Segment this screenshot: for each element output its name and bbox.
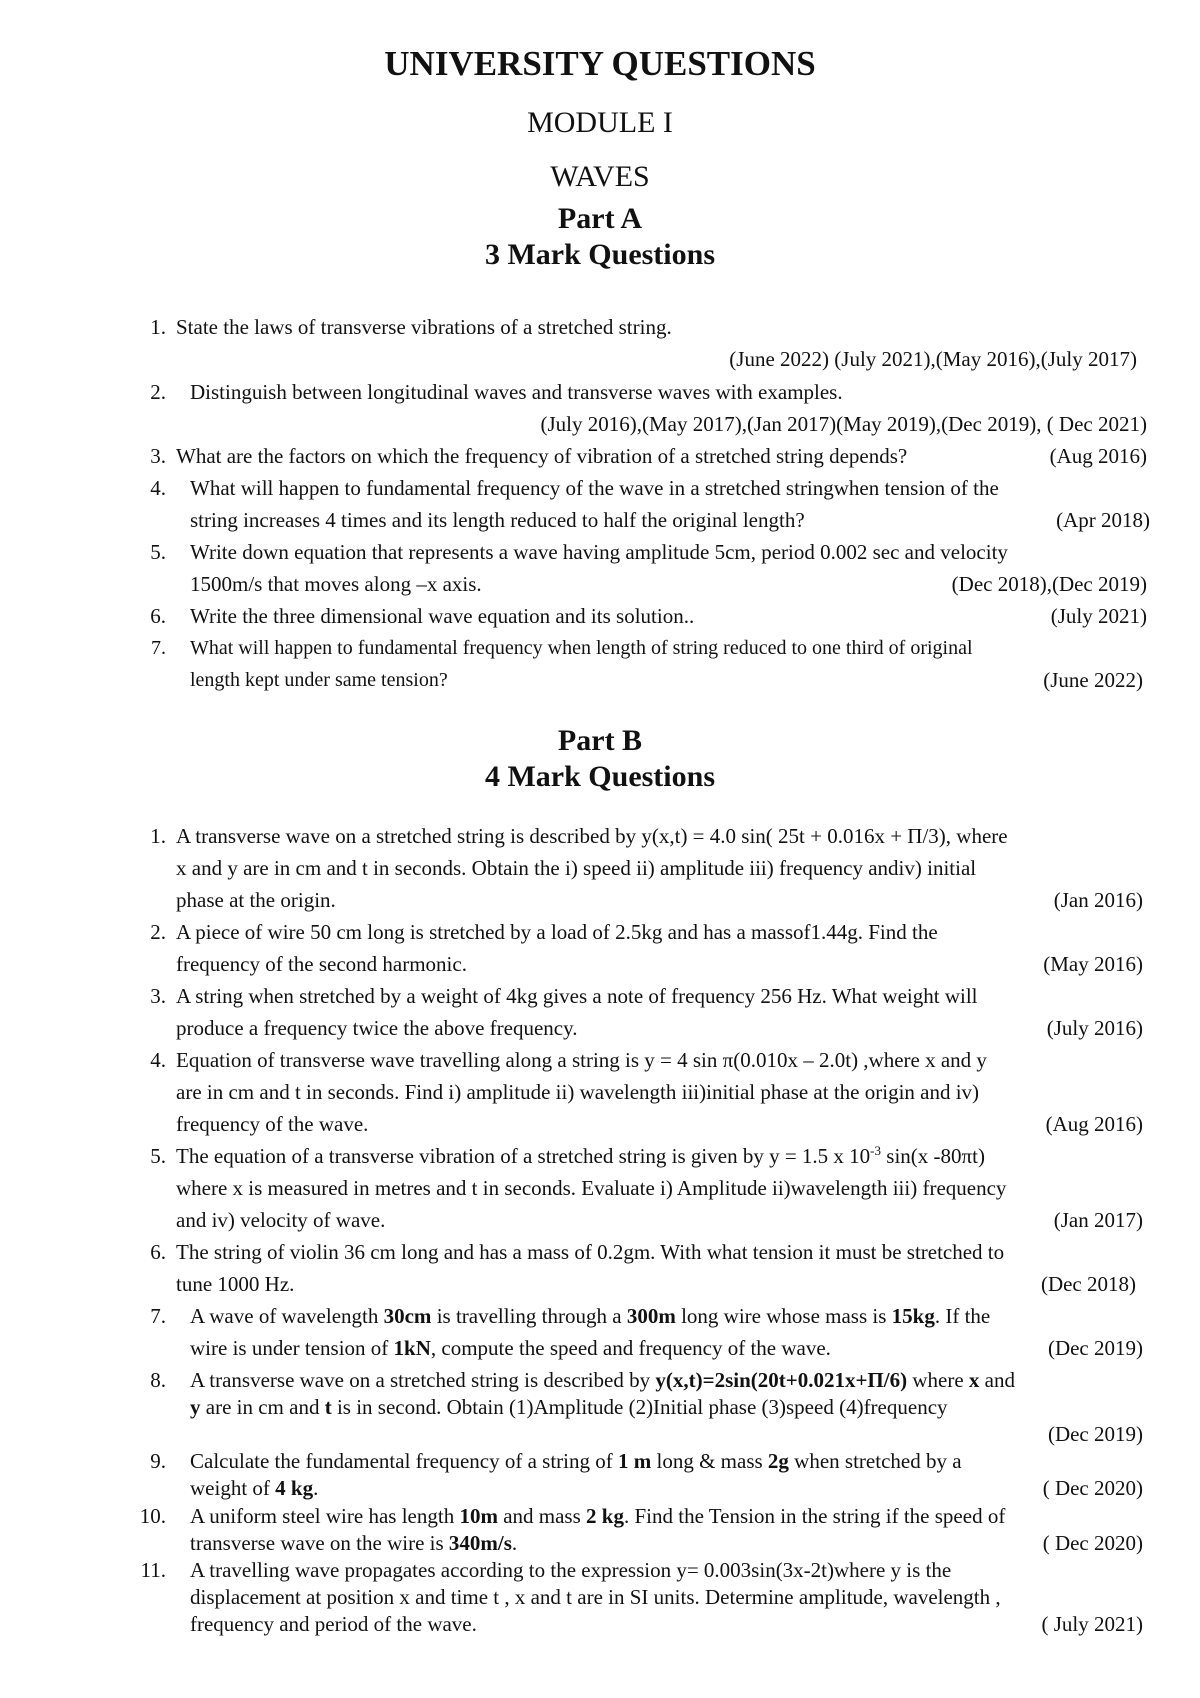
question-text: frequency and period of the wave.: [190, 1612, 477, 1636]
text-part: are in cm and: [200, 1395, 325, 1419]
bold-value: 30cm: [383, 1304, 432, 1328]
question-text: tune 1000 Hz.: [176, 1272, 295, 1296]
question-text-part: sin(x -80πt): [881, 1144, 985, 1168]
question-number: 7.: [151, 637, 166, 659]
question-text: A travelling wave propagates according to the expression y= 0.003sin(3x-2t)where y is the: [190, 1558, 952, 1582]
text-part: A transverse wave on a stretched string is described by: [190, 1368, 656, 1392]
text-part: A wave of wavelength: [190, 1304, 384, 1328]
question-text: [190, 1367, 1015, 1394]
exam-reference: (Aug 2016): [1049, 444, 1147, 468]
exam-reference: (Dec 2018): [1040, 1272, 1136, 1296]
exam-reference: ( Dec 2020): [1042, 1476, 1143, 1500]
text-part: when stretched by a: [788, 1449, 962, 1473]
bold-value: y(x,t)=2sin(20t+0.021x+Π/6): [655, 1368, 908, 1392]
exam-reference: ( July 2021): [1041, 1612, 1143, 1636]
text-part: and mass: [497, 1504, 587, 1528]
exam-reference: (May 2016): [1043, 952, 1143, 976]
question-text: [190, 1332, 831, 1364]
question-number: 3.: [150, 984, 166, 1008]
question-number: 9.: [150, 1449, 166, 1473]
text-part: long & mass: [651, 1449, 768, 1473]
bold-value: 2 kg: [586, 1504, 624, 1528]
bold-value: 2g: [767, 1449, 789, 1473]
question-number: 3.: [150, 444, 166, 468]
exponent: -3: [870, 1143, 882, 1158]
text-part: where: [907, 1368, 969, 1392]
question-text: Equation of transverse wave travelling along a string is y = 4 sin π(0.010x – 2.0t) ,where x and y: [176, 1048, 987, 1072]
text-part: weight of: [190, 1476, 276, 1500]
bold-value: 4 kg: [275, 1476, 314, 1500]
text-part: .: [511, 1531, 518, 1555]
question-text: length kept under same tension?: [190, 669, 448, 691]
text-part: long wire whose mass is: [675, 1304, 892, 1328]
question-text: [190, 1503, 1005, 1530]
bold-value: 1kN: [393, 1336, 431, 1360]
exam-reference: (Jan 2016): [1053, 888, 1143, 912]
part-b-subtitle: 4 Mark Questions: [484, 760, 715, 793]
exam-reference: ( Dec 2020): [1042, 1531, 1143, 1555]
question-text: [190, 1394, 948, 1421]
question-number: 5.: [150, 1144, 166, 1168]
exam-reference: (Jan 2017): [1053, 1208, 1143, 1232]
bold-value: 340m/s: [448, 1531, 512, 1555]
text-part: . Find the Tension in the string if the speed of: [623, 1504, 1006, 1528]
question-number: 2.: [150, 380, 166, 404]
bold-value: 15kg: [891, 1304, 935, 1328]
text-part: is travelling through a: [431, 1304, 627, 1328]
question-text: string increases 4 times and its length reduced to half the original length?: [190, 508, 805, 532]
exam-reference: (June 2022) (July 2021),(May 2016),(July 2017): [729, 347, 1137, 371]
text-part: and: [979, 1368, 1015, 1392]
bold-value: 300m: [626, 1304, 676, 1328]
text-part: A uniform steel wire has length: [190, 1504, 460, 1528]
exam-reference: (July 2021): [1050, 604, 1147, 628]
exam-reference: (Dec 2018),(Dec 2019): [951, 572, 1147, 596]
question-text: What are the factors on which the frequency of vibration of a stretched string depends?: [176, 444, 908, 468]
question-text: Write down equation that represents a wave having amplitude 5cm, period 0.002 sec and velocity: [190, 540, 1008, 564]
module-heading: MODULE I: [527, 106, 673, 139]
text-part: Calculate the fundamental frequency of a string of: [190, 1449, 618, 1473]
question-text: A transverse wave on a stretched string is described by y(x,t) = 4.0 sin( 25t + 0.016x + Π/3), where: [176, 824, 1008, 848]
question-text: Distinguish between longitudinal waves and transverse waves with examples.: [190, 380, 843, 404]
question-text: The string of violin 36 cm long and has a mass of 0.2gm. With what tension it must be stretched to: [176, 1240, 1005, 1264]
document-title: UNIVERSITY QUESTIONS: [384, 44, 816, 83]
question-number: 10.: [139, 1504, 166, 1528]
question-text: What will happen to fundamental frequency when length of string reduced to one third of original: [190, 637, 973, 659]
question-text: Write the three dimensional wave equation and its solution..: [190, 604, 695, 628]
text-part: . If the: [934, 1304, 991, 1328]
text-part: .: [313, 1476, 319, 1500]
part-a-heading: Part A: [557, 202, 643, 235]
question-text-part: The equation of a transverse vibration of a stretched string is given by y = 1.5 x 10: [176, 1144, 871, 1168]
question-text: phase at the origin.: [176, 888, 336, 912]
exam-reference: (Dec 2019): [1047, 1422, 1143, 1446]
bold-value: 10m: [459, 1504, 498, 1528]
question-number: 11.: [140, 1558, 166, 1582]
question-text: [190, 1300, 990, 1332]
exam-reference: (July 2016): [1046, 1016, 1143, 1040]
exam-reference: (Dec 2019): [1047, 1336, 1143, 1360]
exam-reference: (June 2022): [1043, 668, 1143, 692]
question-text: x and y are in cm and t in seconds. Obtain the i) speed ii) amplitude iii) frequency andiv) initial: [176, 856, 977, 880]
question-text: [176, 1140, 985, 1172]
question-number: 1.: [150, 824, 166, 848]
question-text: frequency of the second harmonic.: [176, 952, 467, 976]
bold-value: 1 m: [618, 1449, 652, 1473]
question-number: 4.: [150, 1048, 166, 1072]
question-text: A string when stretched by a weight of 4kg gives a note of frequency 256 Hz. What weight will: [176, 984, 978, 1008]
question-number: 7.: [150, 1304, 166, 1328]
question-number: 4.: [150, 476, 166, 500]
question-text: [190, 1448, 962, 1475]
part-a-subtitle: 3 Mark Questions: [484, 238, 715, 271]
text-part: wire is under tension of: [190, 1336, 394, 1360]
exam-reference: (July 2016),(May 2017),(Jan 2017)(May 2019),(Dec 2019), ( Dec 2021): [540, 412, 1147, 436]
exam-reference: (Aug 2016): [1045, 1112, 1143, 1136]
question-text: frequency of the wave.: [176, 1112, 369, 1136]
text-part: is in second. Obtain (1)Amplitude (2)Initial phase (3)speed (4)frequency: [331, 1395, 948, 1419]
bold-value: x: [968, 1368, 980, 1392]
question-text: where x is measured in metres and t in seconds. Evaluate i) Amplitude ii)wavelength iii) frequency: [176, 1176, 1007, 1200]
question-text: are in cm and t in seconds. Find i) amplitude ii) wavelength iii)initial phase at the origin and iv): [176, 1080, 980, 1104]
question-number: 1.: [150, 315, 166, 339]
bold-value: t: [324, 1395, 332, 1419]
question-text: State the laws of transverse vibrations of a stretched string.: [176, 315, 672, 339]
part-b-heading: Part B: [557, 724, 643, 757]
question-text: produce a frequency twice the above frequency.: [176, 1016, 578, 1040]
question-text: [190, 1475, 318, 1502]
topic-heading: WAVES: [550, 160, 650, 193]
question-text: What will happen to fundamental frequency of the wave in a stretched stringwhen tension of the: [190, 476, 999, 500]
question-number: 8.: [150, 1368, 166, 1392]
question-number: 5.: [150, 540, 166, 564]
question-text: 1500m/s that moves along –x axis.: [190, 572, 482, 596]
bold-value: y: [190, 1395, 201, 1419]
text-part: , compute the speed and frequency of the wave.: [430, 1336, 831, 1360]
question-number: 2.: [150, 920, 166, 944]
question-number: 6.: [150, 1240, 166, 1264]
question-text: [190, 1530, 517, 1557]
exam-reference: (Apr 2018): [1056, 508, 1150, 532]
question-text: displacement at position x and time t , x and t are in SI units. Determine amplitude, wavelength ,: [190, 1585, 1001, 1609]
question-text: and iv) velocity of wave.: [176, 1208, 386, 1232]
text-part: transverse wave on the wire is: [190, 1531, 449, 1555]
question-number: 6.: [150, 604, 166, 628]
question-text: A piece of wire 50 cm long is stretched by a load of 2.5kg and has a massof1.44g. Find the: [176, 920, 938, 944]
